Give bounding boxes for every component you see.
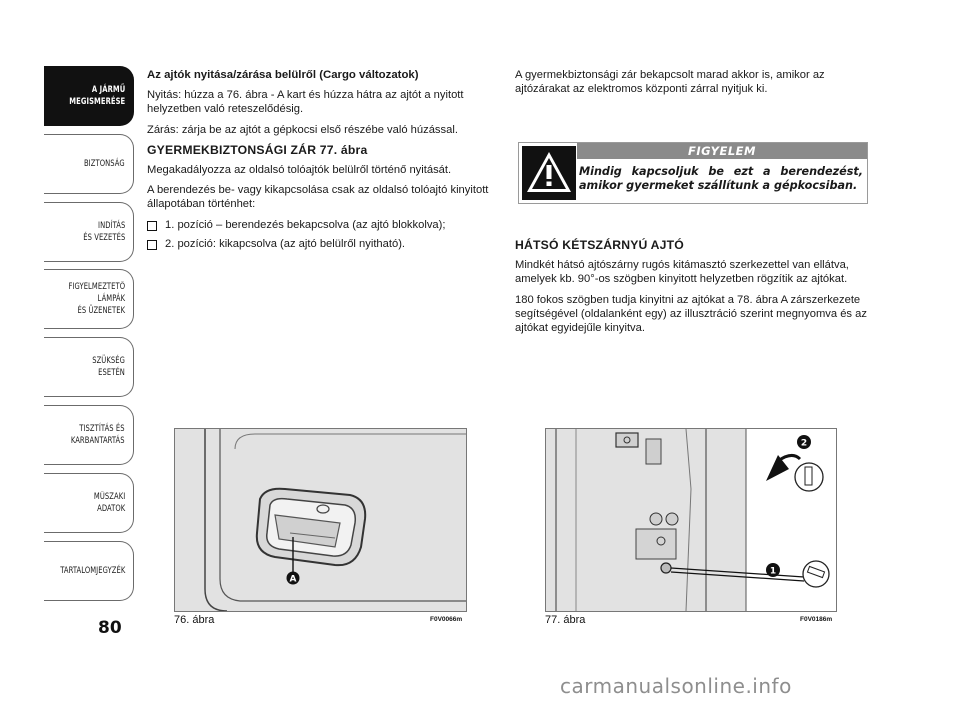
paragraph: 180 fokos szögben tudja kinyitni az ajtókat a 78. ábra A zárszerkezete segítségével (oldalanként egy) az illusztráció szerint megnyomva és az ajtókat egyidejűle kinyitva. xyxy=(515,293,867,335)
warning-box xyxy=(518,142,868,204)
warning-title: FIGYELEM xyxy=(577,143,867,159)
paragraph: Mindkét hátsó ajtószárny rugós kitámasztó szerkezettel van ellátva, amelyek kb. 90°-os szögben kinyitott helyzetben rögzítik az ajtókat. xyxy=(515,259,849,286)
figure-caption: 77. ábra xyxy=(545,614,586,626)
callout-label: 2 xyxy=(800,438,808,449)
rear-door-section xyxy=(515,238,867,341)
tab-label: MŰSZAKI ADATOK xyxy=(93,490,125,514)
paragraph: A berendezés be- vagy kikapcsolása csak az oldalsó tolóajtó kinyitott állapotában történhet: xyxy=(147,184,489,211)
list-item xyxy=(147,218,494,232)
tab-starting-driving[interactable] xyxy=(44,202,134,262)
tab-label: BIZTONSÁG xyxy=(84,157,125,169)
paragraph: A gyermekbiztonsági zár bekapcsolt marad akkor is, amikor az ajtózárakat az elektromos központi zárral nyitjuk ki. xyxy=(515,69,825,96)
page-number: 80 xyxy=(98,618,122,638)
warning-text: Mindig kapcsoljuk be ezt a berendezést, amikor gyermeket szállítunk a gépkocsiban. xyxy=(579,165,863,192)
checkbox-bullet-icon xyxy=(147,221,157,231)
list-item-text: 1. pozíció – berendezés bekapcsolva (az ajtó blokkolva); xyxy=(165,218,446,231)
figure-child-lock xyxy=(545,428,837,612)
callout-label: 1 xyxy=(769,566,777,577)
section-heading: GYERMEKBIZTONSÁGI ZÁR 77. ábra xyxy=(147,142,368,157)
tab-safety[interactable] xyxy=(44,134,134,194)
list-item-text: 2. pozíció: kikapcsolva (az ajtó belülről nyitható). xyxy=(165,237,406,250)
paragraph: Zárás: zárja be az ajtót a gépkocsi első részébe való húzással. xyxy=(147,123,458,136)
section-heading: HÁTSÓ KÉTSZÁRNYÚ AJTÓ xyxy=(515,238,684,252)
tab-emergency[interactable] xyxy=(44,337,134,397)
paragraph: Megakadályozza az oldalsó tolóajtók belülről történő nyitását. xyxy=(147,164,452,177)
tab-vehicle-overview[interactable] xyxy=(44,66,134,126)
checkbox-bullet-icon xyxy=(147,240,157,250)
tab-label: TARTALOMJEGYZÉK xyxy=(59,564,125,576)
list-item xyxy=(147,237,494,251)
tab-warning-lights[interactable] xyxy=(44,269,134,329)
tab-label: INDÍTÁS ÉS VEZETÉS xyxy=(82,219,125,243)
section-subheading: Az ajtók nyitása/zárása belülről (Cargo változatok) xyxy=(147,69,419,81)
watermark: carmanualsonline.info xyxy=(560,674,792,698)
tab-label: FIGYELMEZTETŐ LÁMPÁK ÉS ÜZENETEK xyxy=(68,281,125,317)
figure-door-handle xyxy=(174,428,467,612)
tab-index[interactable] xyxy=(44,541,134,601)
figure-caption: 76. ábra xyxy=(174,614,215,626)
tab-label: A JÁRMŰ MEGISMERÉSE xyxy=(69,84,125,107)
paragraph: Nyitás: húzza a 76. ábra - A kart és húzza hátra az ajtót a nyitott helyzetben való reteszelődésig. xyxy=(147,89,464,116)
left-column xyxy=(147,68,494,256)
figure-code: F0V0186m xyxy=(800,616,833,623)
chapter-sidebar xyxy=(44,66,134,608)
warning-triangle-icon xyxy=(522,146,576,200)
callout-label: A xyxy=(289,574,297,585)
tab-label: SZÜKSÉG ESETÉN xyxy=(92,355,125,379)
tab-label: TISZTÍTÁS ÉS KARBANTARTÁS xyxy=(71,422,125,446)
right-column xyxy=(515,68,867,102)
tab-maintenance[interactable] xyxy=(44,405,134,465)
figure-code: F0V0066m xyxy=(430,616,463,623)
tab-technical-data[interactable] xyxy=(44,473,134,533)
